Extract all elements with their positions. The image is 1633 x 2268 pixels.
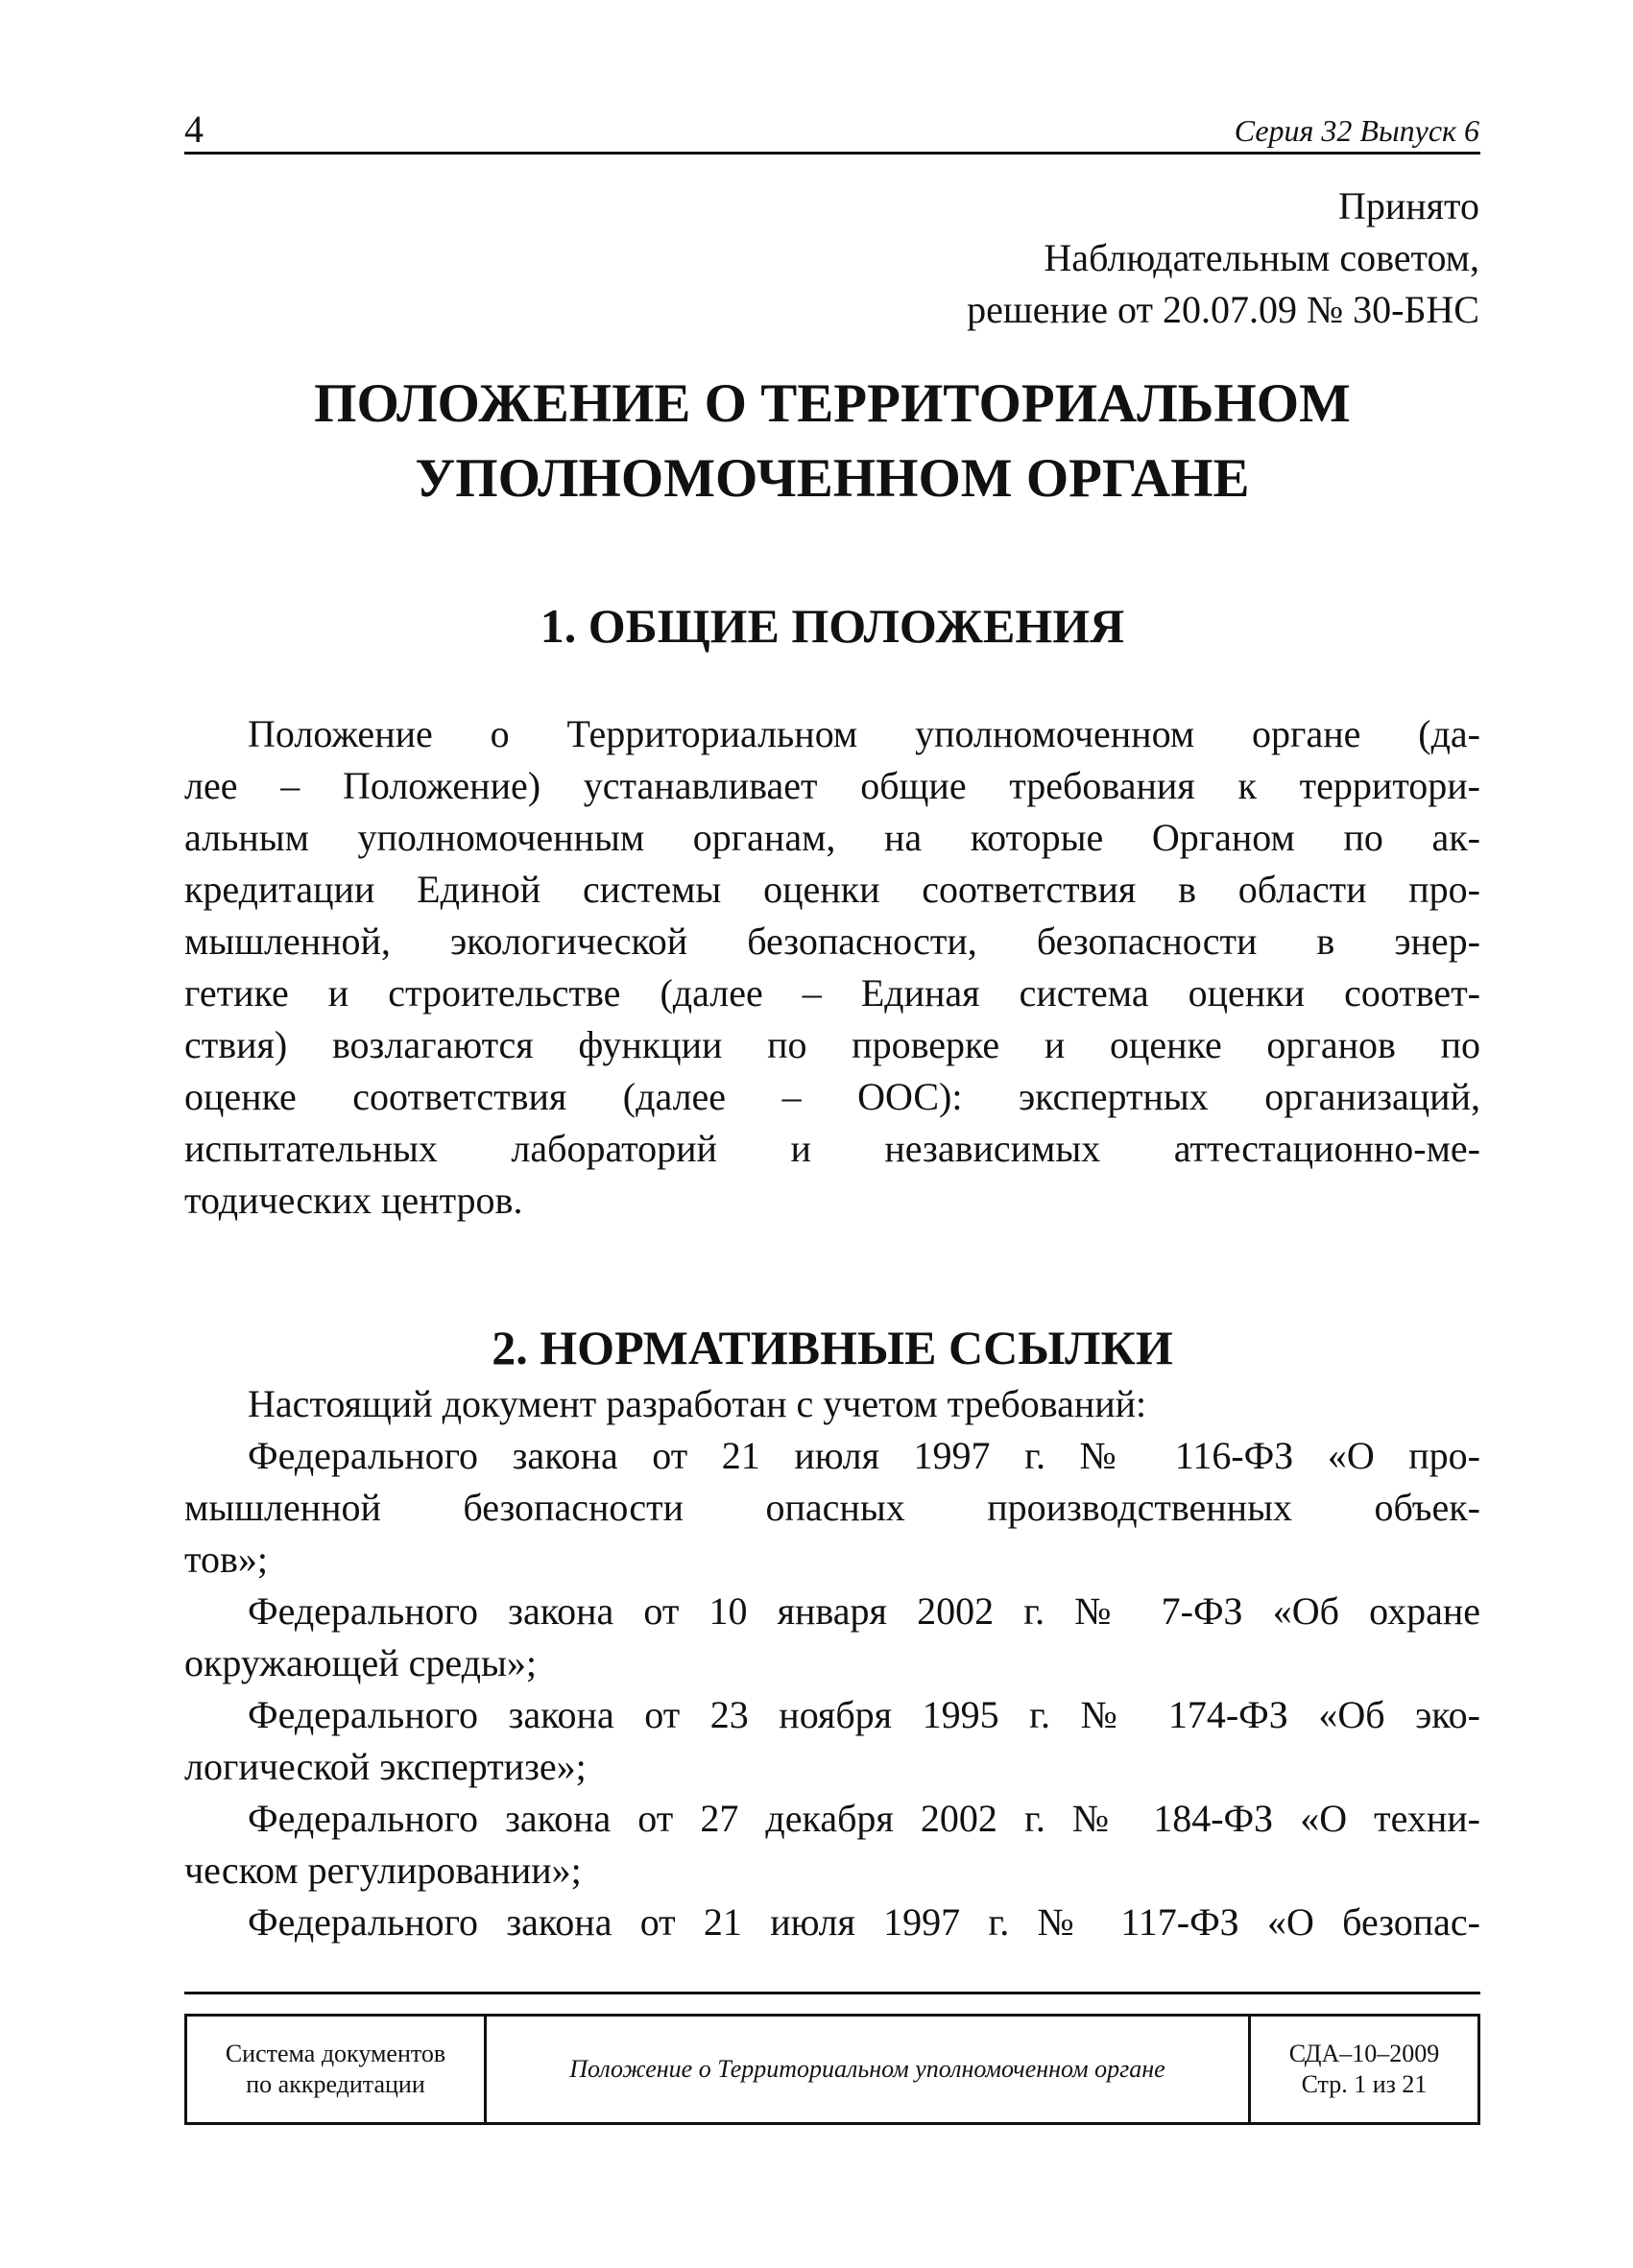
- text-line: ствия) возлагаются функции по проверке и оценке органов по: [184, 1023, 1480, 1066]
- section-2-heading: 2. НОРМАТИВНЫЕ ССЫЛКИ: [492, 1321, 1173, 1374]
- text-line: гетике и строительстве (далее – Единая система оценки соответ-: [184, 971, 1480, 1015]
- text-line: Положение о Территориальном уполномоченном органе (да-: [248, 712, 1480, 755]
- stamp-page-count: Стр. 1 из 21: [1301, 2070, 1428, 2098]
- text-line: Федерального закона от 27 декабря 2002 г. № 184-ФЗ «О техни-: [248, 1797, 1480, 1840]
- footer-stamp: [184, 2014, 1480, 2125]
- text-line: окружающей среды»;: [184, 1641, 537, 1684]
- approval-block: [967, 180, 1479, 336]
- stamp-title-cell: [487, 2017, 1251, 2122]
- text-line: испытательных лабораторий и независимых аттестационно-ме-: [184, 1127, 1480, 1170]
- text-line: Федерального закона от 21 июля 1997 г. № 117-ФЗ «О безопас-: [248, 1900, 1480, 1944]
- title-line: УПОЛНОМОЧЕННОМ ОРГАНЕ: [415, 448, 1250, 509]
- text-line: мышленной безопасности опасных производственных объек-: [184, 1486, 1480, 1529]
- footer-rule: [184, 1992, 1480, 1994]
- approval-line: Наблюдательным советом,: [1044, 236, 1479, 279]
- text-line: ческом регулировании»;: [184, 1849, 582, 1892]
- approval-line: Принято: [1337, 184, 1479, 227]
- text-line: лее – Положение) устанавливает общие требования к территори-: [184, 764, 1480, 807]
- series-label: Серия 32 Выпуск 6: [1234, 113, 1479, 148]
- text-line: логической экспертизе»;: [184, 1745, 587, 1788]
- text-line: тодических центров.: [184, 1179, 523, 1222]
- section-1-heading: 1. ОБЩИЕ ПОЛОЖЕНИЯ: [540, 599, 1125, 653]
- stamp-doc-title: Положение о Территориальном уполномоченном органе: [569, 2055, 1165, 2083]
- page-number: 4: [184, 107, 204, 151]
- text-line: мышленной, экологической безопасности, безопасности в энер-: [184, 919, 1480, 963]
- text-line: Федерального закона от 21 июля 1997 г. № 116-ФЗ «О про-: [248, 1434, 1480, 1477]
- text-line: кредитации Единой системы оценки соответствия в области про-: [184, 868, 1480, 911]
- document-title: [184, 367, 1480, 516]
- stamp-doc-code: СДА–10–2009: [1288, 2040, 1440, 2067]
- text-line: Настоящий документ разработан с учетом требований:: [248, 1382, 1147, 1425]
- text-line: альным уполномоченным органам, на которые Органом по ак-: [184, 816, 1480, 859]
- text-line: тов»;: [184, 1538, 268, 1581]
- title-line: ПОЛОЖЕНИЕ О ТЕРРИТОРИАЛЬНОМ: [314, 373, 1351, 434]
- stamp-code-cell: [1251, 2017, 1477, 2122]
- text-line: Федерального закона от 10 января 2002 г. № 7-ФЗ «Об охране: [248, 1589, 1480, 1633]
- text-line: оценке соответствия (далее – ООС): экспертных организаций,: [184, 1075, 1480, 1118]
- section-2-paragraph: [184, 1378, 1480, 1948]
- stamp-system-line: Система документов: [225, 2040, 446, 2067]
- section-1-paragraph: [184, 708, 1480, 1227]
- stamp-system-cell: [187, 2017, 487, 2122]
- stamp-system-line: по аккредитации: [246, 2070, 425, 2098]
- header-rule: [184, 152, 1480, 155]
- approval-line: решение от 20.07.09 № 30-БНС: [967, 288, 1479, 331]
- text-line: Федерального закона от 23 ноября 1995 г. № 174-ФЗ «Об эко-: [248, 1693, 1480, 1736]
